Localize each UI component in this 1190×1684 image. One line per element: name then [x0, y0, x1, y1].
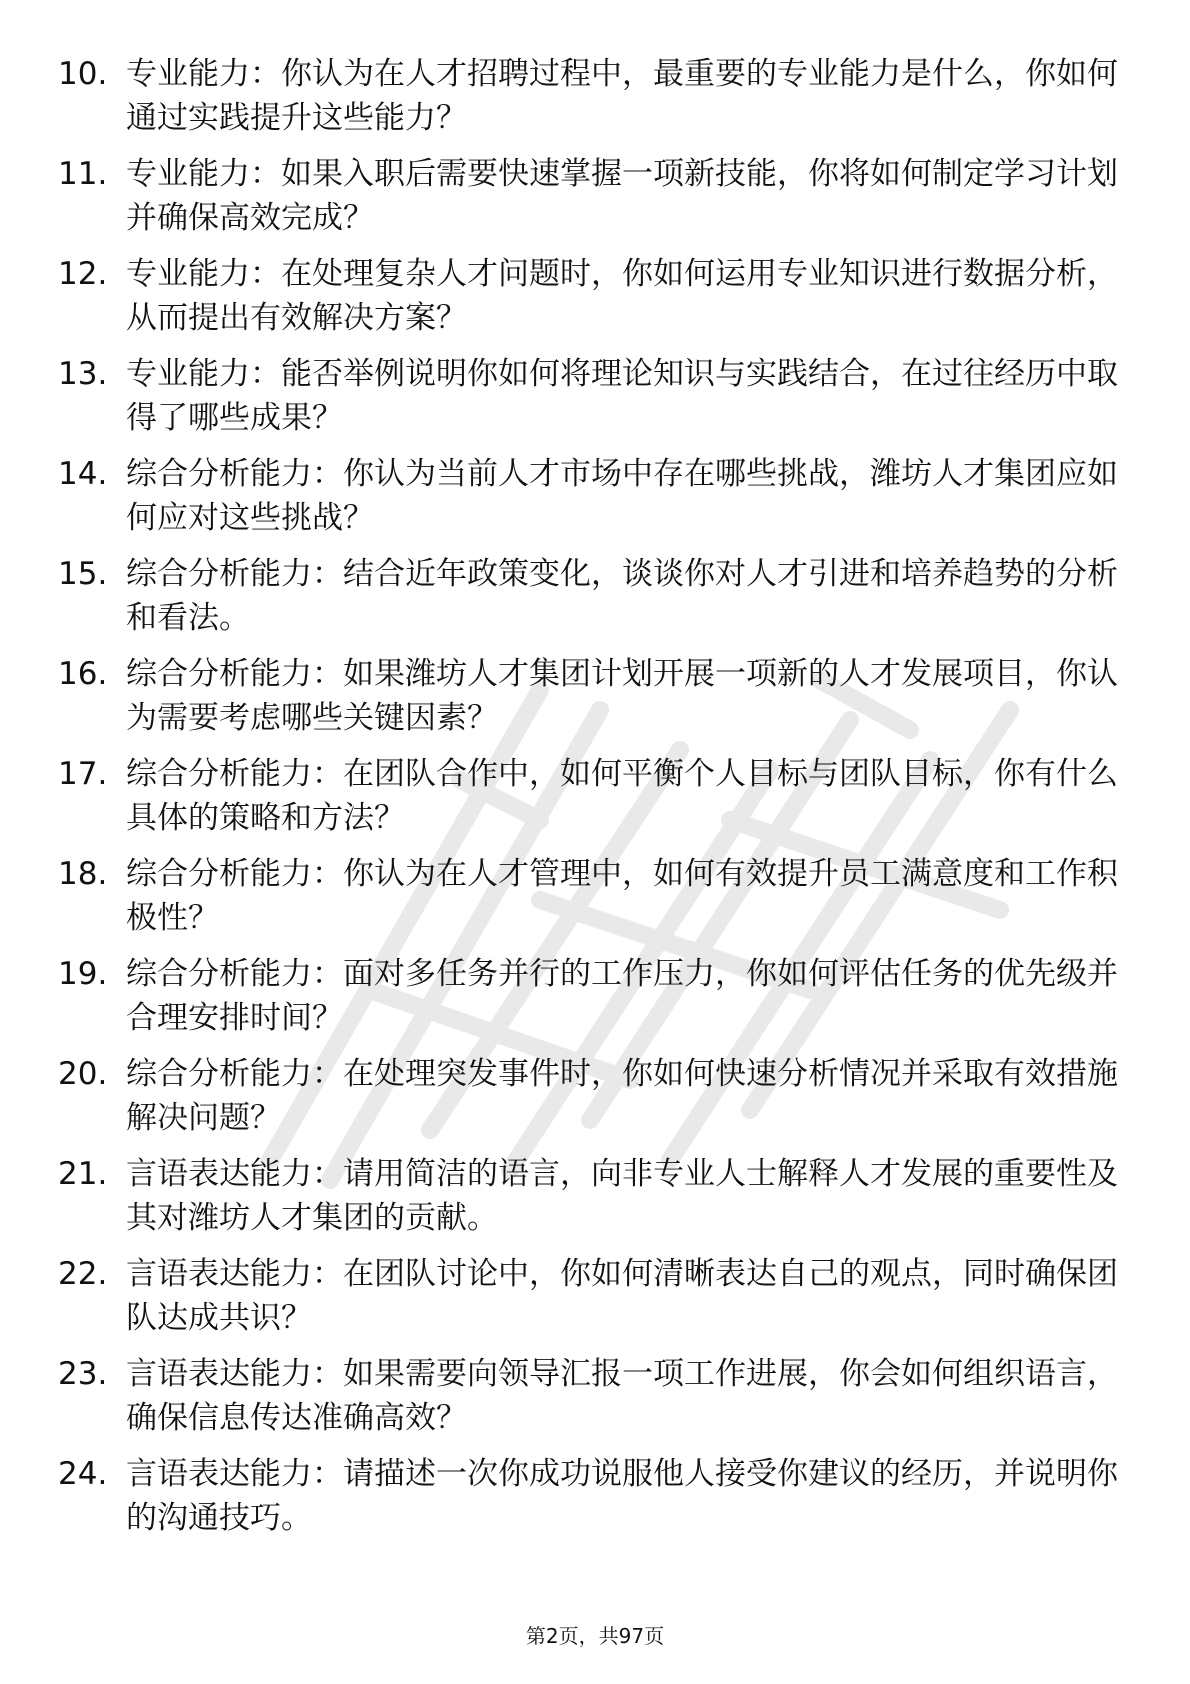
question-item: [58, 852, 1138, 952]
question-number: 19.: [58, 956, 108, 992]
question-number: 16.: [58, 656, 108, 692]
question-number: 20.: [58, 1056, 108, 1092]
question-item: [58, 352, 1138, 452]
question-item: [58, 252, 1138, 352]
question-text: 综合分析能力：你认为当前人才市场中存在哪些挑战，潍坊人才集团应如何应对这些挑战？: [126, 456, 1118, 536]
question-number: 17.: [58, 756, 108, 792]
question-item: [58, 1052, 1138, 1152]
question-item: [58, 1252, 1138, 1352]
question-item: [58, 452, 1138, 552]
question-text: 专业能力：如果入职后需要快速掌握一项新技能，你将如何制定学习计划并确保高效完成？: [126, 156, 1118, 236]
question-number: 24.: [58, 1456, 108, 1492]
question-item: [58, 552, 1138, 652]
question-text: 综合分析能力：在团队合作中，如何平衡个人目标与团队目标，你有什么具体的策略和方法？: [126, 756, 1118, 836]
question-number: 14.: [58, 456, 108, 492]
question-text: 专业能力：你认为在人才招聘过程中，最重要的专业能力是什么，你如何通过实践提升这些能力？: [126, 56, 1118, 136]
question-text: 专业能力：在处理复杂人才问题时，你如何运用专业知识进行数据分析，从而提出有效解决方案？: [126, 256, 1118, 336]
question-text: 言语表达能力：如果需要向领导汇报一项工作进展，你会如何组织语言，确保信息传达准确高效？: [126, 1356, 1118, 1436]
question-item: [58, 652, 1138, 752]
question-text: 言语表达能力：请描述一次你成功说服他人接受你建议的经历，并说明你的沟通技巧。: [126, 1456, 1118, 1536]
question-text: 综合分析能力：面对多任务并行的工作压力，你如何评估任务的优先级并合理安排时间？: [126, 956, 1118, 1036]
question-item: [58, 1152, 1138, 1252]
question-number: 18.: [58, 856, 108, 892]
question-number: 22.: [58, 1256, 108, 1292]
question-number: 11.: [58, 156, 108, 192]
question-text: 综合分析能力：在处理突发事件时，你如何快速分析情况并采取有效措施解决问题？: [126, 1056, 1118, 1136]
question-item: [58, 152, 1138, 252]
question-item: [58, 1352, 1138, 1452]
question-number: 23.: [58, 1356, 108, 1392]
question-item: [58, 952, 1138, 1052]
question-text: 言语表达能力：请用简洁的语言，向非专业人士解释人才发展的重要性及其对潍坊人才集团的贡献。: [126, 1156, 1118, 1236]
question-number: 12.: [58, 256, 108, 292]
question-text: 综合分析能力：如果潍坊人才集团计划开展一项新的人才发展项目，你认为需要考虑哪些关键因素？: [126, 656, 1118, 736]
page-number-footer: 第2页，共97页: [525, 1624, 665, 1648]
question-list: [58, 52, 1138, 1552]
question-number: 21.: [58, 1156, 108, 1192]
question-number: 13.: [58, 356, 108, 392]
question-number: 10.: [58, 56, 108, 92]
question-number: 15.: [58, 556, 108, 592]
question-item: [58, 52, 1138, 152]
question-text: 综合分析能力：你认为在人才管理中，如何有效提升员工满意度和工作积极性？: [126, 856, 1118, 936]
question-text: 综合分析能力：结合近年政策变化，谈谈你对人才引进和培养趋势的分析和看法。: [126, 556, 1118, 636]
question-text: 专业能力：能否举例说明你如何将理论知识与实践结合，在过往经历中取得了哪些成果？: [126, 356, 1118, 436]
question-text: 言语表达能力：在团队讨论中，你如何清晰表达自己的观点，同时确保团队达成共识？: [126, 1256, 1118, 1336]
question-item: [58, 752, 1138, 852]
question-item: [58, 1452, 1138, 1552]
